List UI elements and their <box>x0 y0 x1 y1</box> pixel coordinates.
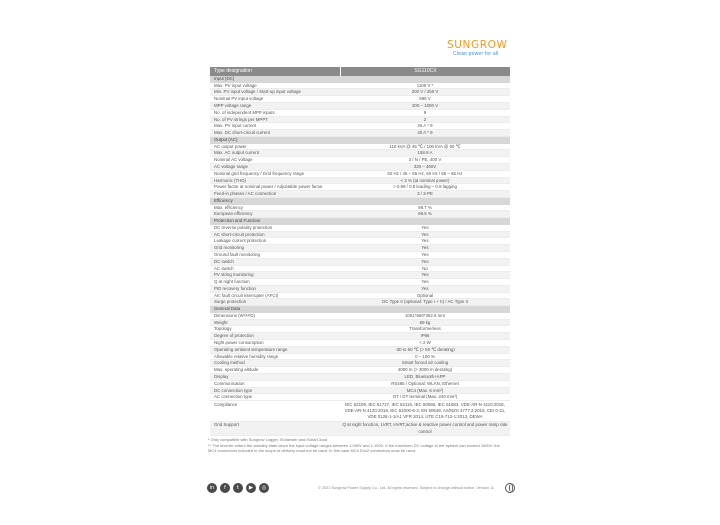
row-label: Topology <box>214 326 232 332</box>
row-value: 200 V / 250 V <box>411 89 439 95</box>
section-header: General Data <box>210 306 510 313</box>
table-row <box>210 388 510 395</box>
section-header: Input (DC) <box>210 76 510 83</box>
grid-support-label: Grid Support <box>214 422 239 428</box>
row-value: Optional <box>416 292 434 298</box>
row-label: Leakage current protection <box>214 238 267 244</box>
row-value: 1100 V * <box>416 82 434 88</box>
row-value: 98.7 % <box>418 204 432 210</box>
table-row <box>210 184 510 191</box>
compliance-row <box>210 401 510 422</box>
spec-table <box>210 67 510 436</box>
table-row <box>210 381 510 388</box>
row-label: Allowable relative humidity range <box>214 353 279 359</box>
row-label: AC connection type <box>214 394 253 400</box>
table-row <box>210 245 510 252</box>
grid-support-row <box>210 422 510 436</box>
table-row <box>210 144 510 151</box>
table-row <box>210 259 510 266</box>
row-value: < 2 W <box>419 340 431 346</box>
header-model: SG110CX <box>340 67 510 76</box>
row-label: DC switch <box>214 258 234 264</box>
row-value: 3 / 3-PE <box>417 191 433 197</box>
row-value: Yes <box>421 251 429 257</box>
row-value: < 3 % (at nominal power) <box>400 177 450 183</box>
table-row <box>210 286 510 293</box>
table-row <box>210 374 510 381</box>
row-label: Communication <box>214 380 245 386</box>
row-label: European efficiency <box>214 211 253 217</box>
table-header <box>210 67 510 76</box>
instagram-icon[interactable]: ◎ <box>259 483 269 493</box>
row-value: OT / DT terminal (Max. 240 mm²) <box>392 394 458 400</box>
table-row <box>210 272 510 279</box>
table-row <box>210 313 510 320</box>
row-value: 110 kVA @ 45 ℃ / 100 kVA @ 50 ℃ <box>389 143 461 149</box>
row-label: Max. operating altitude <box>214 367 259 373</box>
row-value: MC4 (Max. 6 mm²) <box>406 387 444 393</box>
row-value: Smart forced air cooling <box>401 360 449 366</box>
row-label: AC output power <box>214 143 247 149</box>
table-row <box>210 83 510 90</box>
table-row <box>210 205 510 212</box>
row-value: Yes <box>421 279 429 285</box>
table-row <box>210 157 510 164</box>
table-row <box>210 360 510 367</box>
row-label: Dimensions (W*H*D) <box>214 312 255 318</box>
table-row <box>210 320 510 327</box>
row-value: Yes <box>421 272 429 278</box>
table-body <box>210 76 510 401</box>
row-label: Ground fault monitoring <box>214 251 260 257</box>
table-row <box>210 171 510 178</box>
table-row <box>210 232 510 239</box>
row-value: 40 A * 9 <box>417 130 433 136</box>
compliance-label: Compliance <box>214 401 238 407</box>
social-links <box>207 483 269 493</box>
row-value: 26 A * 9 <box>417 123 433 129</box>
table-row <box>210 367 510 374</box>
row-label: Q at night function <box>214 279 250 285</box>
table-row <box>210 103 510 110</box>
table-row <box>210 150 510 157</box>
row-value: 0 – 100 % <box>415 353 435 359</box>
table-row <box>210 117 510 124</box>
twitter-icon[interactable]: t <box>233 483 243 493</box>
header-label: Type designation <box>214 68 252 74</box>
row-label: Max. AC output current <box>214 150 259 156</box>
footnote-2: ** The inverter enters the standby state when the input voltage ranges between 1,000V and 1,100V. If the maximum DC voltage in the system can exceed 1000V, the MC4 connectors included in the scope of delivery must not be used. In this case MC4 Evo2 connectors must be used. <box>208 443 500 453</box>
row-label: Power factor at nominal power / Adjustable power factor <box>214 184 323 190</box>
row-value: 320 – 460V <box>413 163 437 169</box>
section-header: Efficiency <box>210 198 510 205</box>
row-label: Nominal PV input voltage <box>214 96 264 102</box>
row-label: Nominal AC voltage <box>214 157 253 163</box>
row-value: Yes <box>421 245 429 251</box>
row-label: Nominal grid frequency / Grid frequency range <box>214 170 305 176</box>
row-label: Weight <box>214 319 228 325</box>
row-label: Display <box>214 374 229 380</box>
row-label: PID recovery function <box>214 285 256 291</box>
row-label: Night power consumption <box>214 340 264 346</box>
row-label: Max. DC short-circuit current <box>214 130 270 136</box>
table-row <box>210 354 510 361</box>
linkedin-icon[interactable]: in <box>207 483 217 493</box>
row-value: 4000 m (> 3000 m derating) <box>397 367 453 373</box>
table-row <box>210 191 510 198</box>
table-row <box>210 333 510 340</box>
row-value: 585 V <box>419 96 431 102</box>
row-value: 1051*660*362.5 mm <box>404 312 446 318</box>
row-label: Degree of protection <box>214 333 254 339</box>
table-row <box>210 89 510 96</box>
row-label: Max. efficiency <box>214 204 243 210</box>
row-label: No. of independent MPP inputs <box>214 109 275 115</box>
row-value: Yes <box>421 258 429 264</box>
table-row <box>210 164 510 171</box>
table-row <box>210 238 510 245</box>
table-row <box>210 225 510 232</box>
table-row <box>210 266 510 273</box>
row-value: Yes <box>421 238 429 244</box>
compliance-value: IEC 62109, IEC 61727, IEC 62116, IEC 60068, IEC 61683, VDE-AR-N 4110:2018, VDE-AR-N 4120:2018, IEC 61000-6-3, EN 50549, AS/NZS 4777.2:2015, CEI 0-21, VDE 0126-1-1/A1 VFR 2014, UTE C15-712-1:2013, DEWA <box>344 401 506 420</box>
brand-name: SUNGROW <box>447 39 508 51</box>
table-row <box>210 110 510 117</box>
youtube-icon[interactable]: ▶ <box>246 483 256 493</box>
row-value: > 0.99 / 0.8 leading – 0.8 lagging <box>393 184 457 190</box>
brand-tagline: Clean power for all <box>453 51 499 57</box>
row-value: 3 / N / PE, 400 V <box>408 157 442 163</box>
grid-support-value: Q at night function, LVRT, HVRT,active & reactive power control and power ramp rate control <box>342 422 508 434</box>
row-value: Yes <box>421 224 429 230</box>
copyright-text: © 2021 Sungrow Power Supply Co., Ltd. All rights reserved. Subject to change without notice. Version 11 <box>318 486 495 490</box>
row-label: Harmonic (THD) <box>214 177 246 183</box>
table-row <box>210 123 510 130</box>
row-label: Arc fault circuit interrupter (AFCI) <box>214 292 279 298</box>
row-value: LED, Bluetooth+APP <box>404 374 446 380</box>
table-row <box>210 252 510 259</box>
table-row <box>210 130 510 137</box>
table-row <box>210 279 510 286</box>
row-label: Grid monitoring <box>214 245 245 251</box>
table-row <box>210 347 510 354</box>
table-row <box>210 211 510 218</box>
row-value: 50 Hz / 45 – 55 Hz, 60 Hz / 55 – 65 Hz <box>387 170 463 176</box>
footnote-1: * Only compatible with Sungrow Logger, iSolarweb and iSolarCloud <box>208 437 328 442</box>
row-label: Max. PV input voltage <box>214 82 257 88</box>
row-value: RS485 / Optional: WLAN, Ethernet <box>391 380 459 386</box>
table-row <box>210 299 510 306</box>
row-value: IP66 <box>420 333 430 339</box>
row-value: No <box>422 265 428 271</box>
row-value: 200 – 1000 V <box>411 102 439 108</box>
table-row <box>210 340 510 347</box>
table-row <box>210 326 510 333</box>
row-label: PV string monitoring <box>214 272 254 278</box>
row-value: 158.8 A <box>417 150 433 156</box>
globe-icon[interactable] <box>505 483 515 493</box>
row-value: Yes <box>421 231 429 237</box>
row-value: DC Type II (optional: Type I + II) / AC Type II <box>382 299 468 305</box>
row-label: Operating ambient temperature range <box>214 346 288 352</box>
row-label: DC reverse polarity protection <box>214 224 273 230</box>
row-value: 98.5 % <box>418 211 432 217</box>
row-value: Transformerless <box>409 326 441 332</box>
row-value: 2 <box>423 116 427 122</box>
sungrow-logo <box>447 40 517 58</box>
row-label: Feed-in phases / AC connection <box>214 191 277 197</box>
row-value: -30 to 60 ℃ (> 50 ℃ derating) <box>395 346 455 352</box>
table-row <box>210 96 510 103</box>
row-value: Yes <box>421 285 429 291</box>
table-row <box>210 178 510 185</box>
row-label: Max. PV input current <box>214 123 257 129</box>
row-label: MPP voltage range <box>214 102 252 108</box>
row-label: AC short-circuit protection <box>214 231 265 237</box>
table-row <box>210 293 510 300</box>
facebook-icon[interactable]: f <box>220 483 230 493</box>
row-value: 9 <box>423 109 427 115</box>
row-label: No. of PV strings per MPPT <box>214 116 268 122</box>
row-label: Surge protection <box>214 299 247 305</box>
row-label: AC voltage range <box>214 163 248 169</box>
row-label: DC connection type <box>214 387 253 393</box>
section-header: Protection and Function <box>210 218 510 225</box>
row-value: 89 kg <box>419 319 431 325</box>
row-label: Cooling method <box>214 360 245 366</box>
row-label: AC switch <box>214 265 234 271</box>
table-row <box>210 394 510 401</box>
section-header: Output (AC) <box>210 137 510 144</box>
row-label: Min. PV input voltage / Start-up input voltage <box>214 89 301 95</box>
